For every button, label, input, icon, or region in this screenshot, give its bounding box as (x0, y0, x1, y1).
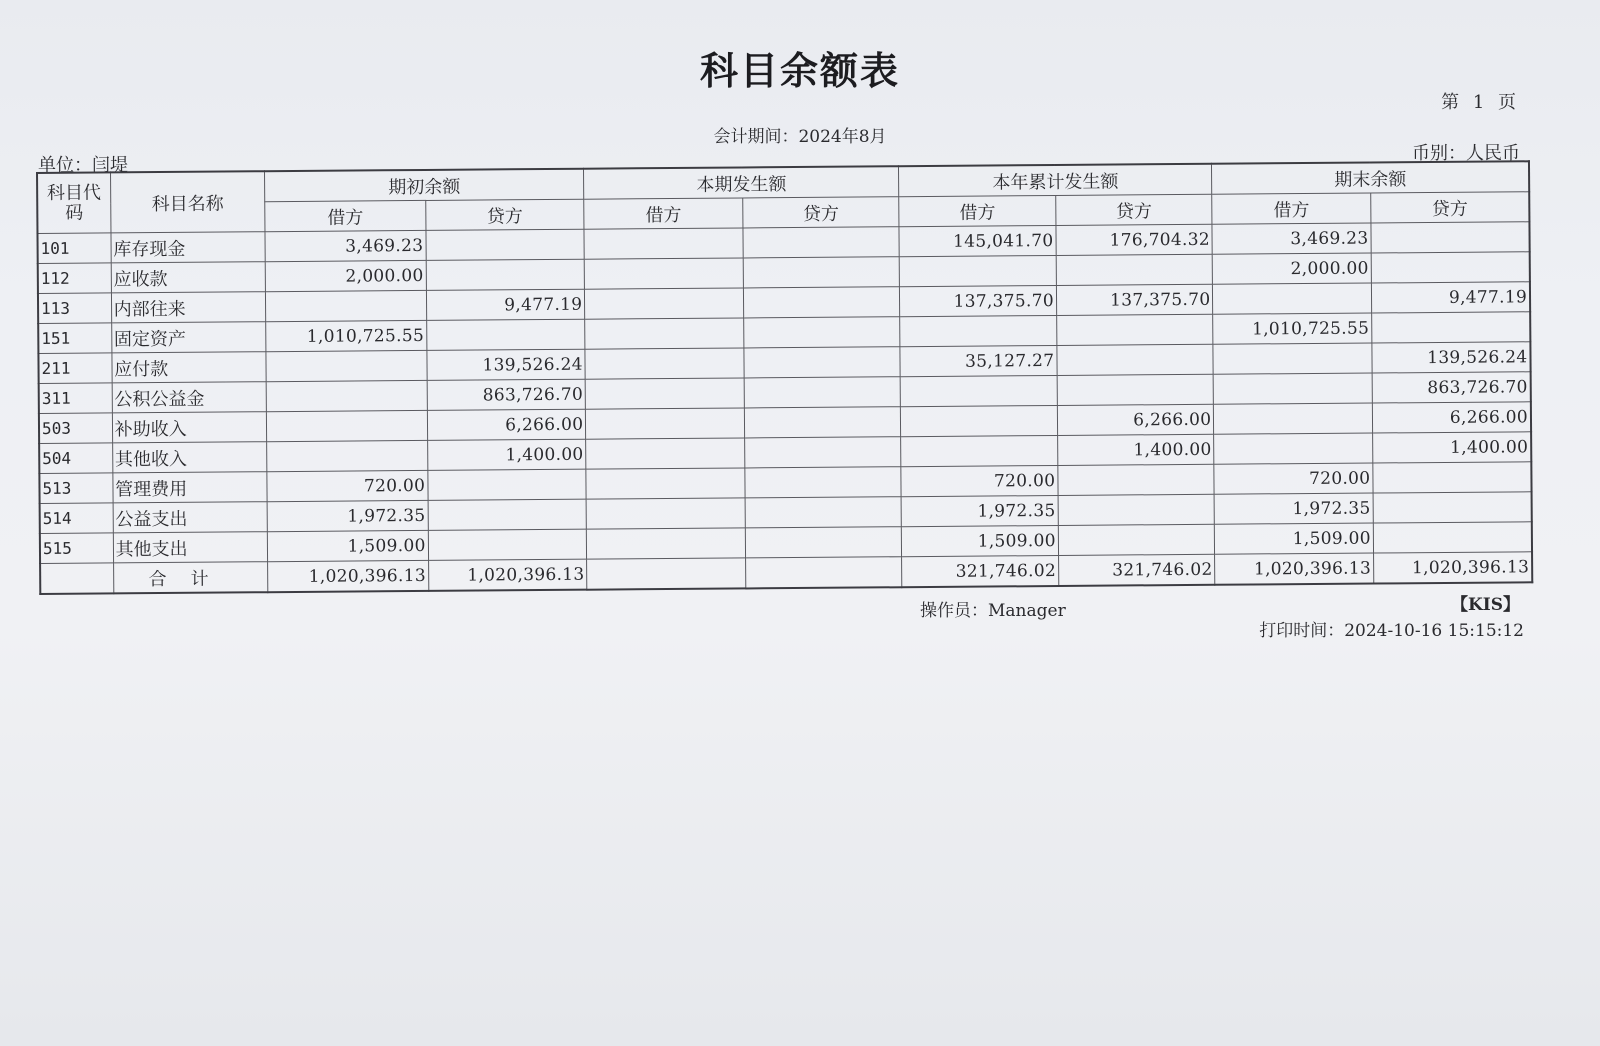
header-opening: 期初余额 (265, 169, 584, 202)
current-debit-cell (586, 498, 745, 529)
open-debit-cell: 720.00 (267, 470, 428, 501)
account-name-cell: 其他支出 (113, 532, 268, 563)
current-credit-cell (745, 527, 902, 558)
header-current-credit: 贷方 (743, 197, 900, 228)
open-debit-cell (266, 290, 427, 321)
close-debit-cell: 1,509.00 (1215, 523, 1374, 554)
unit-label: 单位：闫堤 (38, 155, 128, 176)
total-current-debit (587, 558, 746, 590)
account-code-cell: 513 (39, 473, 112, 504)
open-debit-cell (266, 350, 427, 381)
open-debit-cell: 1,972.35 (267, 500, 428, 531)
close-credit-cell (1373, 462, 1532, 493)
header-ytd-debit: 借方 (899, 195, 1056, 226)
close-credit-cell: 139,526.24 (1372, 342, 1531, 373)
close-credit-cell (1371, 222, 1530, 253)
current-credit-cell (743, 227, 900, 258)
current-debit-cell (585, 318, 744, 349)
account-name-cell: 内部往来 (111, 292, 266, 323)
header-name: 科目名称 (110, 171, 265, 233)
ytd-credit-cell (1057, 314, 1214, 345)
header-code (37, 172, 111, 233)
currency-label: 币别：人民币 (1412, 143, 1520, 164)
ytd-credit-cell: 1,400.00 (1057, 434, 1214, 465)
account-code-cell: 113 (38, 293, 111, 324)
header-ytd-credit: 贷方 (1056, 194, 1213, 225)
open-credit-cell: 9,477.19 (426, 289, 585, 320)
account-name-cell: 应付款 (112, 352, 267, 383)
open-credit-cell: 6,266.00 (427, 409, 586, 440)
account-name-cell: 固定资产 (111, 322, 266, 353)
current-debit-cell (585, 288, 744, 319)
close-debit-cell: 2,000.00 (1213, 253, 1372, 284)
header-closing-credit: 贷方 (1371, 192, 1530, 223)
total-close-credit: 1,020,396.13 (1373, 552, 1532, 584)
current-debit-cell (585, 378, 744, 409)
close-debit-cell (1213, 343, 1372, 374)
open-debit-cell (267, 440, 428, 471)
ytd-debit-cell (900, 375, 1057, 406)
account-code-cell: 112 (38, 263, 111, 294)
account-name-cell: 库存现金 (111, 232, 266, 263)
ytd-credit-cell (1058, 464, 1215, 495)
ytd-debit-cell (901, 435, 1058, 466)
ytd-credit-cell: 6,266.00 (1057, 404, 1214, 435)
close-debit-cell: 720.00 (1214, 463, 1373, 494)
current-debit-cell (584, 258, 743, 289)
close-debit-cell (1214, 403, 1373, 434)
open-credit-cell (428, 499, 587, 530)
ytd-credit-cell: 137,375.70 (1056, 284, 1213, 315)
account-code-cell: 514 (40, 503, 113, 534)
header-closing: 期末余额 (1212, 161, 1529, 194)
close-credit-cell: 6,266.00 (1372, 402, 1531, 433)
ytd-credit-cell (1057, 344, 1214, 375)
ytd-credit-cell (1056, 254, 1213, 285)
account-name-cell: 其他收入 (112, 442, 267, 473)
close-debit-cell (1214, 433, 1373, 464)
open-debit-cell (266, 380, 427, 411)
ytd-debit-cell (900, 255, 1057, 286)
open-credit-cell (428, 469, 587, 500)
total-open-debit: 1,020,396.13 (268, 560, 429, 592)
current-credit-cell (745, 497, 902, 528)
ytd-debit-cell: 145,041.70 (899, 225, 1056, 256)
balance-table (36, 160, 1533, 595)
total-ytd-credit: 321,746.02 (1058, 554, 1215, 586)
total-close-debit: 1,020,396.13 (1215, 553, 1374, 585)
open-credit-cell: 1,400.00 (427, 439, 586, 470)
ytd-debit-cell: 1,972.35 (901, 495, 1058, 526)
print-time: 打印时间：2024-10-16 15:15:12 (1259, 621, 1524, 641)
close-debit-cell: 3,469.23 (1212, 223, 1371, 254)
account-code-cell: 311 (39, 383, 112, 414)
account-name-cell: 管理费用 (113, 472, 268, 503)
ytd-debit-cell: 1,509.00 (902, 525, 1059, 556)
current-credit-cell (743, 317, 900, 348)
ytd-debit-cell: 720.00 (901, 465, 1058, 496)
current-debit-cell (586, 438, 745, 469)
ytd-debit-cell (900, 315, 1057, 346)
close-debit-cell: 1,972.35 (1214, 493, 1373, 524)
current-debit-cell (587, 528, 746, 559)
current-debit-cell (584, 228, 743, 259)
current-debit-cell (586, 408, 745, 439)
current-credit-cell (744, 437, 901, 468)
operator-label: 操作员：Manager (920, 601, 1066, 621)
open-credit-cell (426, 259, 585, 290)
open-credit-cell: 863,726.70 (427, 379, 586, 410)
system-tag: 【KIS】 (1450, 595, 1520, 615)
close-credit-cell (1373, 492, 1532, 523)
header-opening-debit: 借方 (265, 200, 426, 231)
page-number: 第 1 页 (1441, 92, 1520, 113)
report-title: 科目余额表 (699, 49, 900, 93)
close-credit-cell: 1,400.00 (1373, 432, 1532, 463)
account-code-cell: 101 (37, 233, 110, 264)
total-code-cell (40, 563, 113, 594)
current-credit-cell (743, 287, 900, 318)
ytd-credit-cell (1057, 374, 1214, 405)
accounting-period: 会计期间：2024年8月 (713, 127, 887, 147)
open-credit-cell: 139,526.24 (427, 349, 586, 380)
current-debit-cell (586, 468, 745, 499)
current-credit-cell (744, 347, 901, 378)
ytd-debit-cell: 137,375.70 (900, 285, 1057, 316)
current-credit-cell (744, 407, 901, 438)
close-debit-cell: 1,010,725.55 (1213, 313, 1372, 344)
open-debit-cell (267, 410, 428, 441)
header-opening-credit: 贷方 (425, 199, 584, 230)
current-debit-cell (585, 348, 744, 379)
current-credit-cell (744, 377, 901, 408)
current-credit-cell (745, 467, 902, 498)
open-credit-cell (426, 319, 585, 350)
total-open-credit: 1,020,396.13 (428, 559, 587, 591)
ytd-debit-cell: 35,127.27 (900, 345, 1057, 376)
open-credit-cell (428, 529, 587, 560)
close-credit-cell (1373, 522, 1532, 553)
open-debit-cell: 2,000.00 (265, 260, 426, 291)
ytd-credit-cell: 176,704.32 (1056, 224, 1213, 255)
open-credit-cell (426, 229, 585, 260)
close-credit-cell: 863,726.70 (1372, 372, 1531, 403)
total-ytd-debit: 321,746.02 (902, 555, 1059, 587)
header-ytd: 本年累计发生额 (899, 164, 1212, 197)
account-code-cell: 504 (39, 443, 112, 474)
account-name-cell: 应收款 (111, 262, 266, 293)
table-body (37, 222, 1532, 564)
account-code-cell: 503 (39, 413, 112, 444)
close-credit-cell (1371, 252, 1530, 283)
current-credit-cell (743, 257, 900, 288)
close-credit-cell: 9,477.19 (1371, 282, 1530, 313)
close-credit-cell (1372, 312, 1531, 343)
header-closing-debit: 借方 (1212, 193, 1371, 224)
header-code-label: 科目代码 (46, 181, 102, 224)
ytd-credit-cell (1058, 494, 1215, 525)
header-current: 本期发生额 (584, 166, 899, 199)
header-current-debit: 借方 (584, 198, 743, 229)
account-name-cell: 公积公益金 (112, 382, 267, 413)
open-debit-cell: 1,010,725.55 (266, 320, 427, 351)
total-current-credit (745, 557, 902, 589)
close-debit-cell (1213, 373, 1372, 404)
account-code-cell: 151 (38, 323, 111, 354)
account-code-cell: 515 (40, 533, 113, 564)
ytd-debit-cell (901, 405, 1058, 436)
total-label: 合计 (113, 562, 268, 594)
open-debit-cell: 1,509.00 (267, 530, 428, 561)
ytd-credit-cell (1058, 524, 1215, 555)
account-name-cell: 补助收入 (112, 412, 267, 443)
open-debit-cell: 3,469.23 (265, 230, 426, 261)
account-name-cell: 公益支出 (113, 502, 268, 533)
account-code-cell: 211 (38, 353, 111, 384)
close-debit-cell (1213, 283, 1372, 314)
